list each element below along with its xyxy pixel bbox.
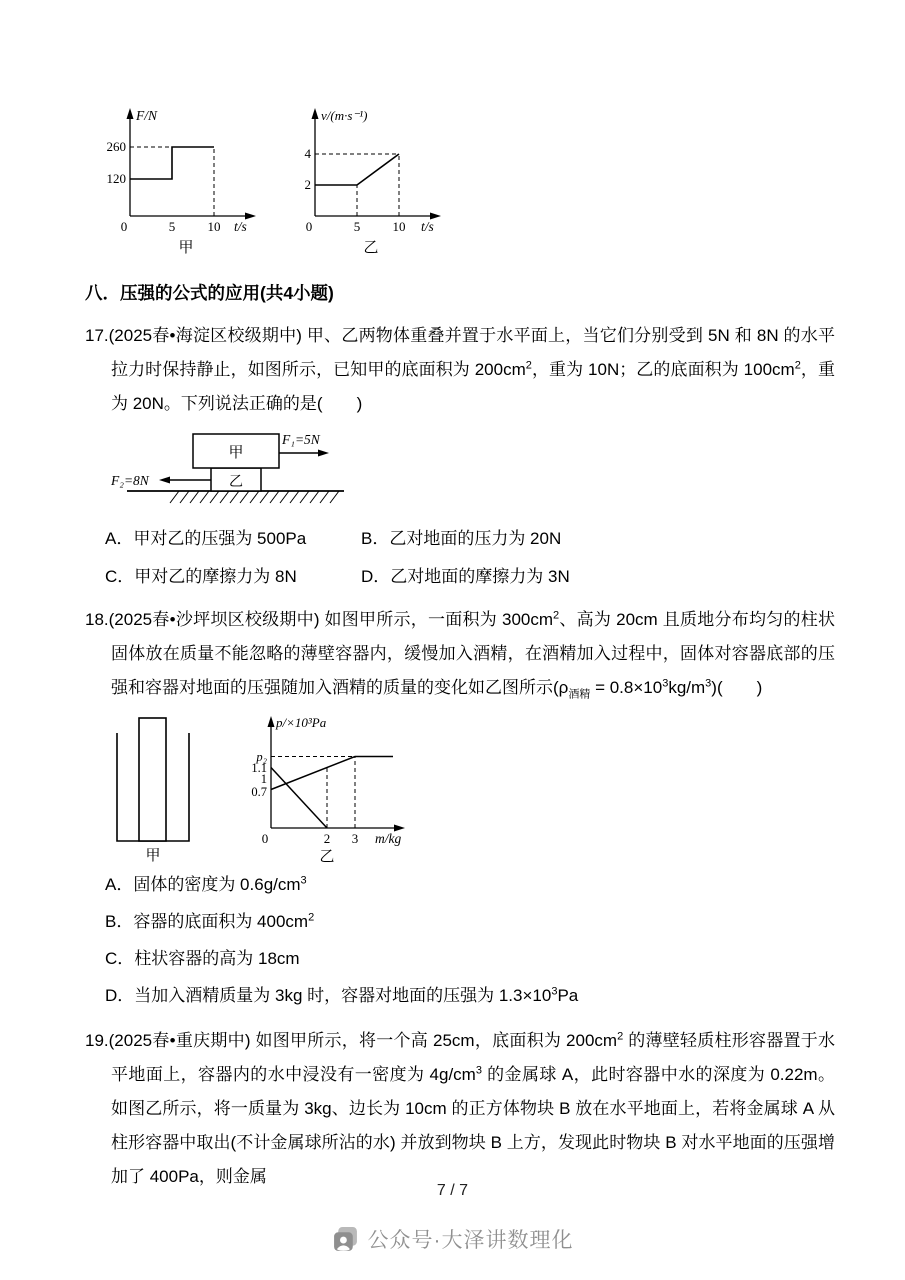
force2-arrow-icon bbox=[159, 477, 170, 484]
y-axis-arrow-icon bbox=[268, 716, 275, 727]
page-content bbox=[85, 280, 835, 1204]
option-a: A．甲对乙的压强为 500Pa bbox=[105, 529, 307, 548]
force-graph-xlabel: t/s bbox=[234, 219, 247, 234]
official-account-icon bbox=[332, 1226, 359, 1253]
velocity-graph-caption: 乙 bbox=[363, 240, 379, 254]
container-pressure-curve bbox=[271, 757, 393, 790]
velocity-graph-ytick-4: 4 bbox=[304, 146, 311, 161]
option-b: B．乙对地面的压力为 20N bbox=[361, 529, 562, 548]
velocity-graph-ylabel: v/(m·s⁻¹) bbox=[321, 108, 368, 123]
question-18-options bbox=[105, 867, 835, 1014]
y-axis-arrow-icon bbox=[312, 108, 319, 119]
watermark-text: 公众号·大泽讲数理化 bbox=[367, 1229, 574, 1252]
question-17-figure bbox=[99, 427, 835, 519]
force-graph-ylabel: F/N bbox=[136, 108, 158, 123]
option-c: C．甲对乙的摩擦力为 8N bbox=[105, 567, 297, 586]
container-caption: 甲 bbox=[145, 848, 161, 863]
xtick-2: 2 bbox=[323, 831, 331, 846]
option-a: A．固体的密度为 $0.6g/cm^3$ bbox=[105, 874, 307, 894]
velocity-graph-ytick-2: 2 bbox=[304, 177, 311, 192]
question-17-options bbox=[105, 523, 835, 593]
pressure-mass-graph bbox=[229, 713, 419, 863]
force-graph-xtick-10: 10 bbox=[207, 219, 221, 234]
force1-arrow-icon bbox=[318, 450, 329, 457]
xtick-0: 0 bbox=[261, 831, 269, 846]
force-graph-xtick-0: 0 bbox=[120, 219, 128, 234]
velocity-graph-xtick-5: 5 bbox=[353, 219, 361, 234]
ytick-p2: p₂ bbox=[256, 750, 267, 764]
force-time-graph bbox=[98, 104, 263, 254]
ytick-1: 1 bbox=[260, 772, 267, 786]
ground-hatching bbox=[170, 491, 339, 503]
force-graph-ytick-260: 260 bbox=[106, 139, 126, 154]
force-curve bbox=[130, 147, 214, 179]
solid-pressure-curve bbox=[271, 768, 327, 829]
pressure-graph-ylabel: p/×10³Pa bbox=[276, 715, 327, 730]
option-d: D．乙对地面的摩擦力为 3N bbox=[361, 567, 570, 586]
page-number: 7 / 7 bbox=[436, 1182, 469, 1199]
question-18 bbox=[85, 603, 835, 1014]
bottom-block-label: 乙 bbox=[229, 475, 243, 490]
velocity-time-graph bbox=[281, 104, 461, 254]
question-19 bbox=[85, 1024, 835, 1194]
ytick-1p1: 1.1 bbox=[251, 761, 267, 775]
velocity-graph-xlabel: t/s bbox=[421, 219, 434, 234]
watermark bbox=[0, 1224, 905, 1254]
solid-block bbox=[139, 718, 166, 841]
section-heading: 八．压强的公式的应用(共4小题) bbox=[85, 283, 334, 303]
pressure-graph-caption: 乙 bbox=[319, 849, 335, 863]
question-19-text: 19.(2025春•重庆期中) 如图甲所示，将一个高 25cm，底面积为 $200cm^2$ 的薄壁轻质柱形容器置于水平地面上，容器内的水中浸没有一密度为 $4g/cm^3$ 的金属球 A，此时容器中水的深度为 0.22m。如图乙所示，将一质量为 3kg、边长为 10cm 的正方体物块 B 放在水平地面上，若将金属球 A 从柱形容器中取出(不计金属球所沾的水) 并放到物块 B 上方，发现此时物块 B 对水平地面的压强增加了 400Pa，则金属 bbox=[85, 1030, 835, 1186]
ytick-0p7: 0.7 bbox=[251, 785, 267, 799]
container-with-solid-diagram bbox=[103, 713, 203, 863]
xtick-3: 3 bbox=[351, 831, 359, 846]
top-graphs-row bbox=[98, 104, 461, 254]
force2-label: F₂=8N bbox=[111, 473, 149, 488]
force-graph-ytick-120: 120 bbox=[106, 171, 126, 186]
question-17 bbox=[85, 319, 835, 593]
top-block-label: 甲 bbox=[228, 445, 244, 461]
pressure-graph-xlabel: m/kg bbox=[375, 831, 402, 846]
option-c: C．柱状容器的高为 18cm bbox=[105, 949, 300, 968]
question-17-text: 17.(2025春•海淀区校级期中) 甲、乙两物体重叠并置于水平面上，当它们分别受到 5N 和 8N 的水平拉力时保持静止，如图所示，已知甲的底面积为 $200cm^2$，重为 10N；乙的底面积为 $100cm^2$，重为 20N。下列说法正确的是( ) bbox=[85, 326, 835, 413]
question-18-figures bbox=[103, 713, 835, 863]
velocity-curve bbox=[315, 154, 399, 185]
velocity-graph-xtick-0: 0 bbox=[305, 219, 313, 234]
force1-label: F₁=5N bbox=[282, 432, 320, 447]
y-axis-arrow-icon bbox=[127, 108, 134, 119]
force-graph-xtick-5: 5 bbox=[168, 219, 176, 234]
force-graph-caption: 甲 bbox=[178, 240, 194, 254]
velocity-graph-xtick-10: 10 bbox=[392, 219, 406, 234]
stacked-blocks-diagram bbox=[99, 427, 369, 519]
option-d: D．当加入酒精质量为 3kg 时，容器对地面的压强为 $1.3\times 10^3Pa$ bbox=[105, 985, 579, 1005]
question-18-text: 18.(2025春•沙坪坝区校级期中) 如图甲所示，一面积为 $300cm^2$、高为 20cm 且质地分布均匀的柱状固体放在质量不能忽略的薄壁容器内，缓慢加入酒精，在酒精加入过程中，固体对容器底部的压强和容器对地面的压强随加入酒精的质量的变化如乙图所示$(\rho_{酒精} = 0.8\times 10^3kg/m^3)$( ) bbox=[85, 609, 835, 701]
option-b: B．容器的底面积为 $400cm^2$ bbox=[105, 911, 315, 931]
